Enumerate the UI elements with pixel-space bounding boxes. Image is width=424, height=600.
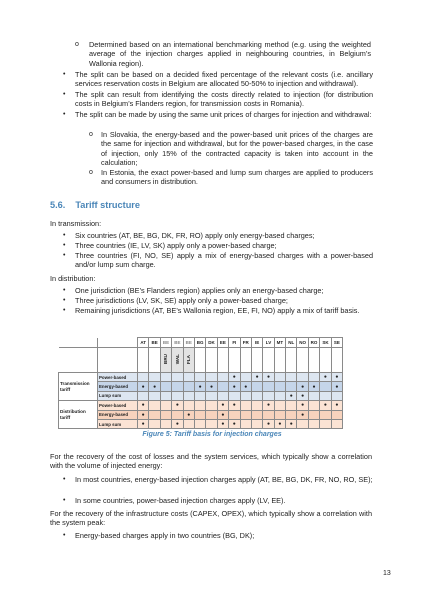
table-cell (240, 401, 251, 410)
subheader-cell (320, 348, 331, 373)
bullet-text: The split can result from identifying the costs directly related to injection (for distribution costs in Belgium’s Flanders region, for transmission costs in Romania). (75, 90, 373, 109)
table-cell-dot: ● (331, 401, 342, 410)
col-header: FI (229, 338, 240, 348)
subheader-cell (240, 348, 251, 373)
table-cell (183, 401, 194, 410)
sub-bullet-marker: o (89, 169, 93, 176)
bullet-marker: • (63, 497, 66, 504)
col-header: SE (331, 338, 342, 348)
section-title: Tariff structure (75, 200, 140, 210)
table-cell-dot: ● (297, 410, 308, 419)
subheader-cell (274, 348, 285, 373)
table-cell (160, 410, 171, 419)
table-cell (297, 419, 308, 428)
col-header: RO (308, 338, 319, 348)
table-cell-dot: ● (138, 410, 149, 419)
table-cell (172, 373, 183, 382)
table-cell (172, 391, 183, 400)
table-row (59, 410, 343, 419)
subheader-cell (308, 348, 319, 373)
table-cell (183, 382, 194, 391)
distribution-item: Three jurisdictions (LV, SK, SE) apply only a power-based charge; (75, 296, 288, 305)
table-corner (98, 348, 138, 373)
table-row (59, 391, 343, 400)
table-cell-dot: ● (263, 373, 274, 382)
col-header: FR (240, 338, 251, 348)
losses-item: In some countries, power-based injection charges apply (LV, EE). (75, 496, 286, 505)
table-cell (149, 419, 160, 428)
table-cell (320, 382, 331, 391)
subheader-cell (172, 348, 183, 373)
row-type-label: Power-based (98, 401, 138, 410)
subheader-cell (217, 348, 228, 373)
table-cell (149, 410, 160, 419)
table-cell (206, 373, 217, 382)
table-cell (183, 373, 194, 382)
table-row (59, 382, 343, 391)
table-cell (206, 410, 217, 419)
sub-bullet-marker: o (75, 41, 79, 48)
table-cell-dot: ● (172, 419, 183, 428)
table-cell (217, 373, 228, 382)
table-corner (98, 338, 138, 348)
subheader-cell (138, 348, 149, 373)
bullet-text: The split can be based on a decided fixed percentage of the relevant costs (i.e. ancillary services reservation costs in Belgium are allocated 50-50% to injection and withdrawal). (75, 70, 373, 89)
sub-bullet-text: In Estonia, the exact power-based and lump sum charges are applied to producers and consumers in distribution. (101, 168, 373, 187)
table-cell (206, 401, 217, 410)
table-cell (263, 391, 274, 400)
table-cell (308, 391, 319, 400)
table-cell-dot: ● (320, 373, 331, 382)
table-cell-dot: ● (138, 419, 149, 428)
bullet-marker: • (63, 297, 66, 304)
table-cell-dot: ● (149, 382, 160, 391)
table-cell (331, 419, 342, 428)
table-cell (240, 410, 251, 419)
table-cell (286, 401, 297, 410)
table-header-row (59, 338, 343, 348)
table-cell (251, 419, 262, 428)
table-cell (206, 419, 217, 428)
infra-intro: For the recovery of the infrastructure costs (CAPEX, OPEX), which typically show a correlation with the system peak: (50, 509, 372, 528)
table-cell-dot: ● (138, 382, 149, 391)
be-region-label: FLA (186, 354, 192, 364)
col-header: MT (274, 338, 285, 348)
table-cell (160, 419, 171, 428)
table-cell-dot: ● (217, 419, 228, 428)
col-header: BE (160, 338, 171, 348)
table-cell (251, 391, 262, 400)
table-cell-dot: ● (263, 419, 274, 428)
table-cell-dot: ● (229, 419, 240, 428)
table-cell (149, 391, 160, 400)
table-cell-dot: ● (229, 401, 240, 410)
table-cell-dot: ● (297, 391, 308, 400)
col-header: BE (183, 338, 194, 348)
table-cell (263, 382, 274, 391)
table-cell (160, 382, 171, 391)
col-header: BG (194, 338, 205, 348)
subheader-cell (297, 348, 308, 373)
subheader-cell (331, 348, 342, 373)
table-cell (172, 382, 183, 391)
table-cell (217, 391, 228, 400)
table-cell (217, 382, 228, 391)
table-row (59, 373, 343, 382)
table-cell (286, 373, 297, 382)
col-header: DK (206, 338, 217, 348)
table-cell-dot: ● (263, 401, 274, 410)
subheader-cell (149, 348, 160, 373)
table-subheader-row (59, 348, 343, 373)
row-type-label: Energy-based (98, 410, 138, 419)
subheader-cell (286, 348, 297, 373)
col-header: BE (149, 338, 160, 348)
row-type-label: Power-based (98, 373, 138, 382)
row-type-label: Lump sum (98, 419, 138, 428)
bullet-marker: • (63, 252, 66, 259)
subheader-cell (251, 348, 262, 373)
table-cell-dot: ● (331, 382, 342, 391)
table-cell (206, 391, 217, 400)
table-cell (308, 401, 319, 410)
table-cell (149, 373, 160, 382)
transmission-intro: In transmission: (50, 219, 102, 228)
col-header: SK (320, 338, 331, 348)
subheader-cell (194, 348, 205, 373)
table-cell (274, 391, 285, 400)
distribution-intro: In distribution: (50, 274, 96, 283)
bullet-marker: • (63, 232, 66, 239)
bullet-text: The split can be made by using the same unit prices of charges for injection and withdrawal: (75, 110, 372, 119)
table-cell-dot: ● (229, 382, 240, 391)
table-row (59, 419, 343, 428)
table-cell-dot: ● (286, 419, 297, 428)
infra-item: Energy-based charges apply in two countries (BG, DK); (75, 531, 255, 540)
table-cell (297, 373, 308, 382)
figure-caption: Figure 5: Tariff basis for injection charges (142, 431, 282, 438)
table-cell-dot: ● (331, 373, 342, 382)
table-cell (274, 401, 285, 410)
table-cell (138, 391, 149, 400)
table-cell (251, 382, 262, 391)
tariff-basis-table (58, 337, 343, 429)
table-cell (274, 382, 285, 391)
page-number: 13 (383, 570, 391, 577)
table-cell (331, 410, 342, 419)
col-header: IE (251, 338, 262, 348)
table-cell (320, 419, 331, 428)
transmission-item: Three countries (FI, NO, SE) apply a mix of energy-based charges with a power-based and/or lump sum charge. (75, 251, 373, 270)
table-cell-dot: ● (286, 391, 297, 400)
table-cell (320, 410, 331, 419)
bullet-marker: • (63, 307, 66, 314)
be-region-label: WAL (174, 353, 180, 365)
col-header: NO (297, 338, 308, 348)
table-cell (194, 391, 205, 400)
subheader-cell (183, 348, 194, 373)
table-cell-dot: ● (206, 382, 217, 391)
table-cell (194, 419, 205, 428)
table-cell (183, 391, 194, 400)
row-group-label: Transmission tariff (59, 373, 98, 401)
table-cell (183, 419, 194, 428)
sub-bullet-text: In Slovakia, the energy-based and the power-based unit prices of the charges are the same for injection and withdrawal, but for the power-based charges, in the case of injection, only 15% of the contracted capacity is taken into account in the calculation; (101, 130, 373, 167)
row-type-label: Energy-based (98, 382, 138, 391)
col-header: AT (138, 338, 149, 348)
table-cell-dot: ● (297, 382, 308, 391)
table-cell (194, 401, 205, 410)
table-cell (194, 410, 205, 419)
table-cell-dot: ● (297, 401, 308, 410)
col-header: BE (172, 338, 183, 348)
distribution-item: Remaining jurisdictions (AT, BE’s Wallonia region, EE, FI, NO) apply a mix of tariff basis. (75, 306, 360, 315)
distribution-item: One jurisdiction (BE’s Flanders region) applies only an energy-based charge; (75, 286, 324, 295)
bullet-marker: • (63, 287, 66, 294)
table-cell (172, 410, 183, 419)
table-cell (274, 410, 285, 419)
losses-intro: For the recovery of the cost of losses and the system services, which typically show a correlation with the volume of injected energy: (50, 452, 372, 471)
col-header: EE (217, 338, 228, 348)
sub-bullet-text: Determined based on an international benchmarking method (e.g. using the weighted average of the injection charges applied in neighbouring countries, in Belgium’s Wallonia region). (89, 40, 371, 68)
bullet-marker: • (63, 111, 66, 118)
table-cell (274, 373, 285, 382)
col-header: LV (263, 338, 274, 348)
table-cell (263, 410, 274, 419)
table-row (59, 401, 343, 410)
transmission-item: Three countries (IE, LV, SK) apply only a power-based charge; (75, 241, 277, 250)
table-cell (240, 419, 251, 428)
bullet-marker: • (63, 476, 66, 483)
table-cell (160, 401, 171, 410)
table-cell (240, 391, 251, 400)
table-cell (308, 373, 319, 382)
row-group-label: Distribution tariff (59, 401, 98, 429)
subheader-cell (263, 348, 274, 373)
table-corner (59, 348, 98, 373)
losses-item: In most countries, energy-based injection charges apply (AT, BE, BG, DK, FR, NO, RO, SE); (75, 475, 373, 484)
transmission-item: Six countries (AT, BE, BG, DK, FR, RO) apply only energy-based charges; (75, 231, 315, 240)
table-cell-dot: ● (217, 401, 228, 410)
table-cell (331, 391, 342, 400)
table-cell (160, 373, 171, 382)
subheader-cell (160, 348, 171, 373)
table-cell (149, 401, 160, 410)
subheader-cell (206, 348, 217, 373)
bullet-marker: • (63, 532, 66, 539)
bullet-marker: • (63, 71, 66, 78)
table-cell-dot: ● (194, 382, 205, 391)
table-cell (251, 401, 262, 410)
be-region-label: BRU (163, 354, 169, 364)
table-cell-dot: ● (217, 410, 228, 419)
table-cell-dot: ● (138, 401, 149, 410)
section-heading (50, 200, 140, 210)
table-cell (138, 373, 149, 382)
table-cell (229, 410, 240, 419)
section-number: 5.6. (50, 200, 66, 210)
table-cell (308, 419, 319, 428)
sub-bullet-marker: o (89, 131, 93, 138)
table-cell-dot: ● (229, 373, 240, 382)
table-cell (286, 410, 297, 419)
table-corner (59, 338, 98, 348)
bullet-marker: • (63, 91, 66, 98)
table-cell (229, 391, 240, 400)
table-cell (240, 373, 251, 382)
table-cell-dot: ● (172, 401, 183, 410)
subheader-cell (229, 348, 240, 373)
table-cell (251, 410, 262, 419)
row-type-label: Lump sum (98, 391, 138, 400)
table-cell-dot: ● (308, 382, 319, 391)
table-cell (308, 410, 319, 419)
table-cell (320, 391, 331, 400)
col-header: NL (286, 338, 297, 348)
table-cell (286, 382, 297, 391)
table-cell-dot: ● (183, 410, 194, 419)
bullet-marker: • (63, 242, 66, 249)
table-cell-dot: ● (240, 382, 251, 391)
table-cell-dot: ● (251, 373, 262, 382)
table-cell-dot: ● (274, 419, 285, 428)
table-cell-dot: ● (320, 401, 331, 410)
table-cell (194, 373, 205, 382)
table-cell (160, 391, 171, 400)
